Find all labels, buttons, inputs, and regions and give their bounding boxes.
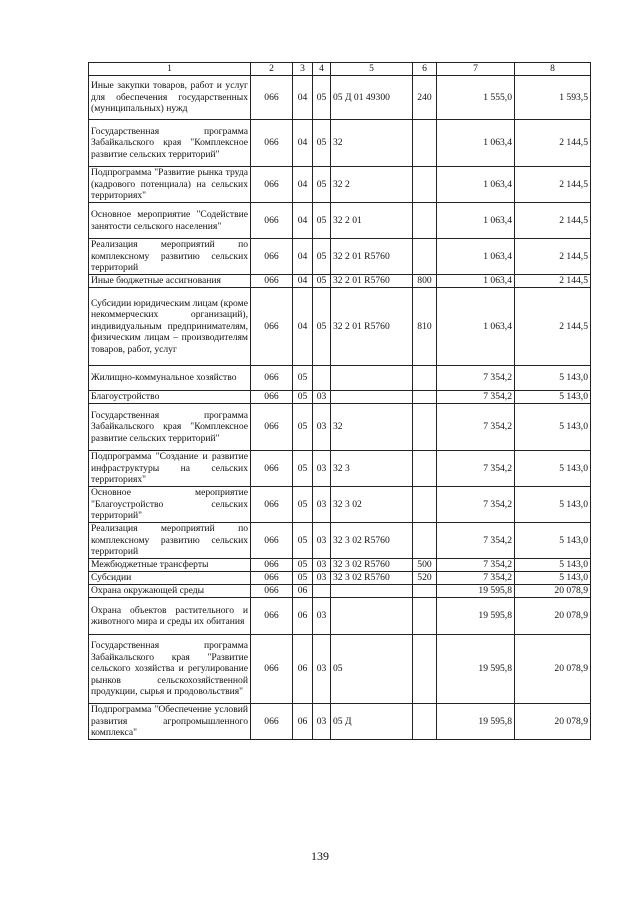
row-name: Благоустройство: [89, 391, 251, 404]
subsection-code: 05: [293, 404, 313, 451]
target-article: 32 2 01 R5760: [331, 288, 413, 366]
table-row: [89, 391, 591, 404]
expense-type: [413, 523, 437, 559]
table-row: [89, 487, 591, 523]
table-header: [89, 63, 591, 76]
amount-year-1: 7 354,2: [437, 523, 515, 559]
amount-year-2: 1 593,5: [515, 76, 591, 120]
amount-year-2: 5 143,0: [515, 572, 591, 585]
row-name: Иные закупки товаров, работ и услуг для обеспечения государственных (муниципальных) нужд: [89, 76, 251, 120]
subsection-code: 05: [293, 559, 313, 572]
amount-year-1: 7 354,2: [437, 572, 515, 585]
amount-year-1: 19 595,8: [437, 635, 515, 704]
section-code: 066: [251, 404, 293, 451]
expense-type: [413, 635, 437, 704]
target-article: 32 2 01: [331, 203, 413, 239]
amount-year-2: 20 078,9: [515, 585, 591, 598]
amount-year-2: 5 143,0: [515, 487, 591, 523]
section-code: 066: [251, 704, 293, 740]
target-article: 05: [331, 635, 413, 704]
table-row: [89, 523, 591, 559]
expense-type: [413, 366, 437, 391]
amount-year-1: 1 063,4: [437, 239, 515, 275]
section-code: 066: [251, 288, 293, 366]
table-row: [89, 76, 591, 120]
group-code: [313, 585, 331, 598]
section-code: 066: [251, 366, 293, 391]
amount-year-2: 2 144,5: [515, 288, 591, 366]
row-name: Государственная программа Забайкальского края "Комплексное развитие сельских территорий": [89, 404, 251, 451]
header-cell: 5: [331, 63, 413, 76]
expense-type: [413, 167, 437, 203]
amount-year-1: 7 354,2: [437, 559, 515, 572]
group-code: 03: [313, 704, 331, 740]
header-cell: 7: [437, 63, 515, 76]
subsection-code: 04: [293, 167, 313, 203]
amount-year-2: 20 078,9: [515, 598, 591, 635]
amount-year-1: 7 354,2: [437, 404, 515, 451]
row-name: Государственная программа Забайкальского края "Комплексное развитие сельских территорий": [89, 120, 251, 167]
row-name: Реализация мероприятий по комплексному развитию сельских территорий: [89, 239, 251, 275]
group-code: 05: [313, 167, 331, 203]
section-code: 066: [251, 391, 293, 404]
expense-type: 810: [413, 288, 437, 366]
header-row: [89, 63, 591, 76]
amount-year-2: 2 144,5: [515, 203, 591, 239]
amount-year-1: 1 063,4: [437, 203, 515, 239]
header-cell: 3: [293, 63, 313, 76]
header-cell: 2: [251, 63, 293, 76]
section-code: 066: [251, 572, 293, 585]
expense-type: [413, 451, 437, 487]
group-code: 03: [313, 598, 331, 635]
section-code: 066: [251, 451, 293, 487]
subsection-code: 05: [293, 366, 313, 391]
amount-year-2: 5 143,0: [515, 366, 591, 391]
expense-type: [413, 487, 437, 523]
amount-year-2: 5 143,0: [515, 523, 591, 559]
subsection-code: 06: [293, 704, 313, 740]
group-code: 03: [313, 559, 331, 572]
target-article: 32 3 02 R5760: [331, 572, 413, 585]
group-code: 03: [313, 391, 331, 404]
section-code: 066: [251, 598, 293, 635]
subsection-code: 04: [293, 275, 313, 288]
expense-type: [413, 203, 437, 239]
row-name: Жилищно-коммунальное хозяйство: [89, 366, 251, 391]
page-number: 139: [311, 849, 329, 863]
amount-year-1: 19 595,8: [437, 704, 515, 740]
expense-type: [413, 585, 437, 598]
table-row: [89, 239, 591, 275]
expense-type: 240: [413, 76, 437, 120]
target-article: 32: [331, 120, 413, 167]
target-article: 05 Д 01 49300: [331, 76, 413, 120]
amount-year-2: 2 144,5: [515, 120, 591, 167]
section-code: 066: [251, 585, 293, 598]
row-name: Основное мероприятие "Благоустройство сельских территорий": [89, 487, 251, 523]
amount-year-1: 1 555,0: [437, 76, 515, 120]
subsection-code: 05: [293, 487, 313, 523]
target-article: [331, 366, 413, 391]
section-code: 066: [251, 120, 293, 167]
amount-year-1: 7 354,2: [437, 391, 515, 404]
amount-year-2: 5 143,0: [515, 559, 591, 572]
subsection-code: 06: [293, 585, 313, 598]
amount-year-2: 2 144,5: [515, 167, 591, 203]
group-code: 05: [313, 203, 331, 239]
header-cell: 1: [89, 63, 251, 76]
table-row: [89, 120, 591, 167]
row-name: Субсидии юридическим лицам (кроме некоммерческих организаций), индивидуальным предпринимателям, физическим лицам – производителям товаров, работ, услуг: [89, 288, 251, 366]
amount-year-2: 2 144,5: [515, 239, 591, 275]
expense-type: [413, 704, 437, 740]
target-article: 05 Д: [331, 704, 413, 740]
row-name: Подпрограмма "Развитие рынка труда (кадрового потенциала) на сельских территориях": [89, 167, 251, 203]
table-row: [89, 559, 591, 572]
amount-year-1: 7 354,2: [437, 366, 515, 391]
amount-year-2: 5 143,0: [515, 391, 591, 404]
group-code: 03: [313, 572, 331, 585]
target-article: 32 3: [331, 451, 413, 487]
group-code: 03: [313, 451, 331, 487]
header-cell: 6: [413, 63, 437, 76]
amount-year-1: 1 063,4: [437, 288, 515, 366]
header-cell: 8: [515, 63, 591, 76]
group-code: 05: [313, 275, 331, 288]
budget-table: [88, 62, 591, 740]
subsection-code: 04: [293, 120, 313, 167]
subsection-code: 04: [293, 288, 313, 366]
amount-year-1: 19 595,8: [437, 598, 515, 635]
expense-type: 500: [413, 559, 437, 572]
table-body: [89, 76, 591, 740]
subsection-code: 04: [293, 239, 313, 275]
amount-year-1: 19 595,8: [437, 585, 515, 598]
group-code: 03: [313, 487, 331, 523]
row-name: Охрана окружающей среды: [89, 585, 251, 598]
group-code: 05: [313, 239, 331, 275]
amount-year-1: 1 063,4: [437, 120, 515, 167]
target-article: 32 3 02 R5760: [331, 559, 413, 572]
subsection-code: 05: [293, 391, 313, 404]
table-row: [89, 167, 591, 203]
amount-year-1: 1 063,4: [437, 275, 515, 288]
table-row: [89, 635, 591, 704]
subsection-code: 04: [293, 76, 313, 120]
target-article: [331, 391, 413, 404]
target-article: 32: [331, 404, 413, 451]
table-row: [89, 366, 591, 391]
target-article: 32 2 01 R5760: [331, 239, 413, 275]
table-row: [89, 451, 591, 487]
row-name: Подпрограмма "Обеспечение условий развития агропромышленного комплекса": [89, 704, 251, 740]
group-code: 03: [313, 635, 331, 704]
table-row: [89, 288, 591, 366]
target-article: 32 2: [331, 167, 413, 203]
table-row: [89, 598, 591, 635]
expense-type: [413, 598, 437, 635]
target-article: [331, 598, 413, 635]
section-code: 066: [251, 559, 293, 572]
group-code: 05: [313, 288, 331, 366]
target-article: 32 3 02 R5760: [331, 523, 413, 559]
group-code: 03: [313, 404, 331, 451]
header-cell: 4: [313, 63, 331, 76]
group-code: 03: [313, 523, 331, 559]
expense-type: [413, 120, 437, 167]
amount-year-2: 20 078,9: [515, 704, 591, 740]
table-row: [89, 704, 591, 740]
group-code: 05: [313, 76, 331, 120]
subsection-code: 05: [293, 523, 313, 559]
section-code: 066: [251, 523, 293, 559]
table-row: [89, 572, 591, 585]
amount-year-2: 20 078,9: [515, 635, 591, 704]
row-name: Подпрограмма "Создание и развитие инфраструктуры на сельских территориях": [89, 451, 251, 487]
table-row: [89, 275, 591, 288]
section-code: 066: [251, 239, 293, 275]
row-name: Субсидии: [89, 572, 251, 585]
section-code: 066: [251, 76, 293, 120]
subsection-code: 06: [293, 598, 313, 635]
section-code: 066: [251, 203, 293, 239]
table-row: [89, 404, 591, 451]
subsection-code: 05: [293, 451, 313, 487]
table-row: [89, 203, 591, 239]
expense-type: [413, 404, 437, 451]
amount-year-1: 7 354,2: [437, 487, 515, 523]
subsection-code: 04: [293, 203, 313, 239]
amount-year-2: 5 143,0: [515, 404, 591, 451]
expense-type: [413, 239, 437, 275]
section-code: 066: [251, 275, 293, 288]
target-article: 32 3 02: [331, 487, 413, 523]
section-code: 066: [251, 167, 293, 203]
row-name: Охрана объектов растительного и животного мира и среды их обитания: [89, 598, 251, 635]
row-name: Реализация мероприятий по комплексному развитию сельских территорий: [89, 523, 251, 559]
group-code: [313, 366, 331, 391]
table-row: [89, 585, 591, 598]
target-article: 32 2 01 R5760: [331, 275, 413, 288]
row-name: Государственная программа Забайкальского края "Развитие сельского хозяйства и регулирование рынков сельскохозяйственной продукции, сырья и продовольствия": [89, 635, 251, 704]
subsection-code: 05: [293, 572, 313, 585]
group-code: 05: [313, 120, 331, 167]
target-article: [331, 585, 413, 598]
amount-year-1: 1 063,4: [437, 167, 515, 203]
section-code: 066: [251, 635, 293, 704]
row-name: Межбюджетные трансферты: [89, 559, 251, 572]
amount-year-2: 2 144,5: [515, 275, 591, 288]
row-name: Иные бюджетные ассигнования: [89, 275, 251, 288]
expense-type: [413, 391, 437, 404]
expense-type: 520: [413, 572, 437, 585]
section-code: 066: [251, 487, 293, 523]
amount-year-1: 7 354,2: [437, 451, 515, 487]
expense-type: 800: [413, 275, 437, 288]
subsection-code: 06: [293, 635, 313, 704]
amount-year-2: 5 143,0: [515, 451, 591, 487]
row-name: Основное мероприятие "Содействие занятости сельского населения": [89, 203, 251, 239]
